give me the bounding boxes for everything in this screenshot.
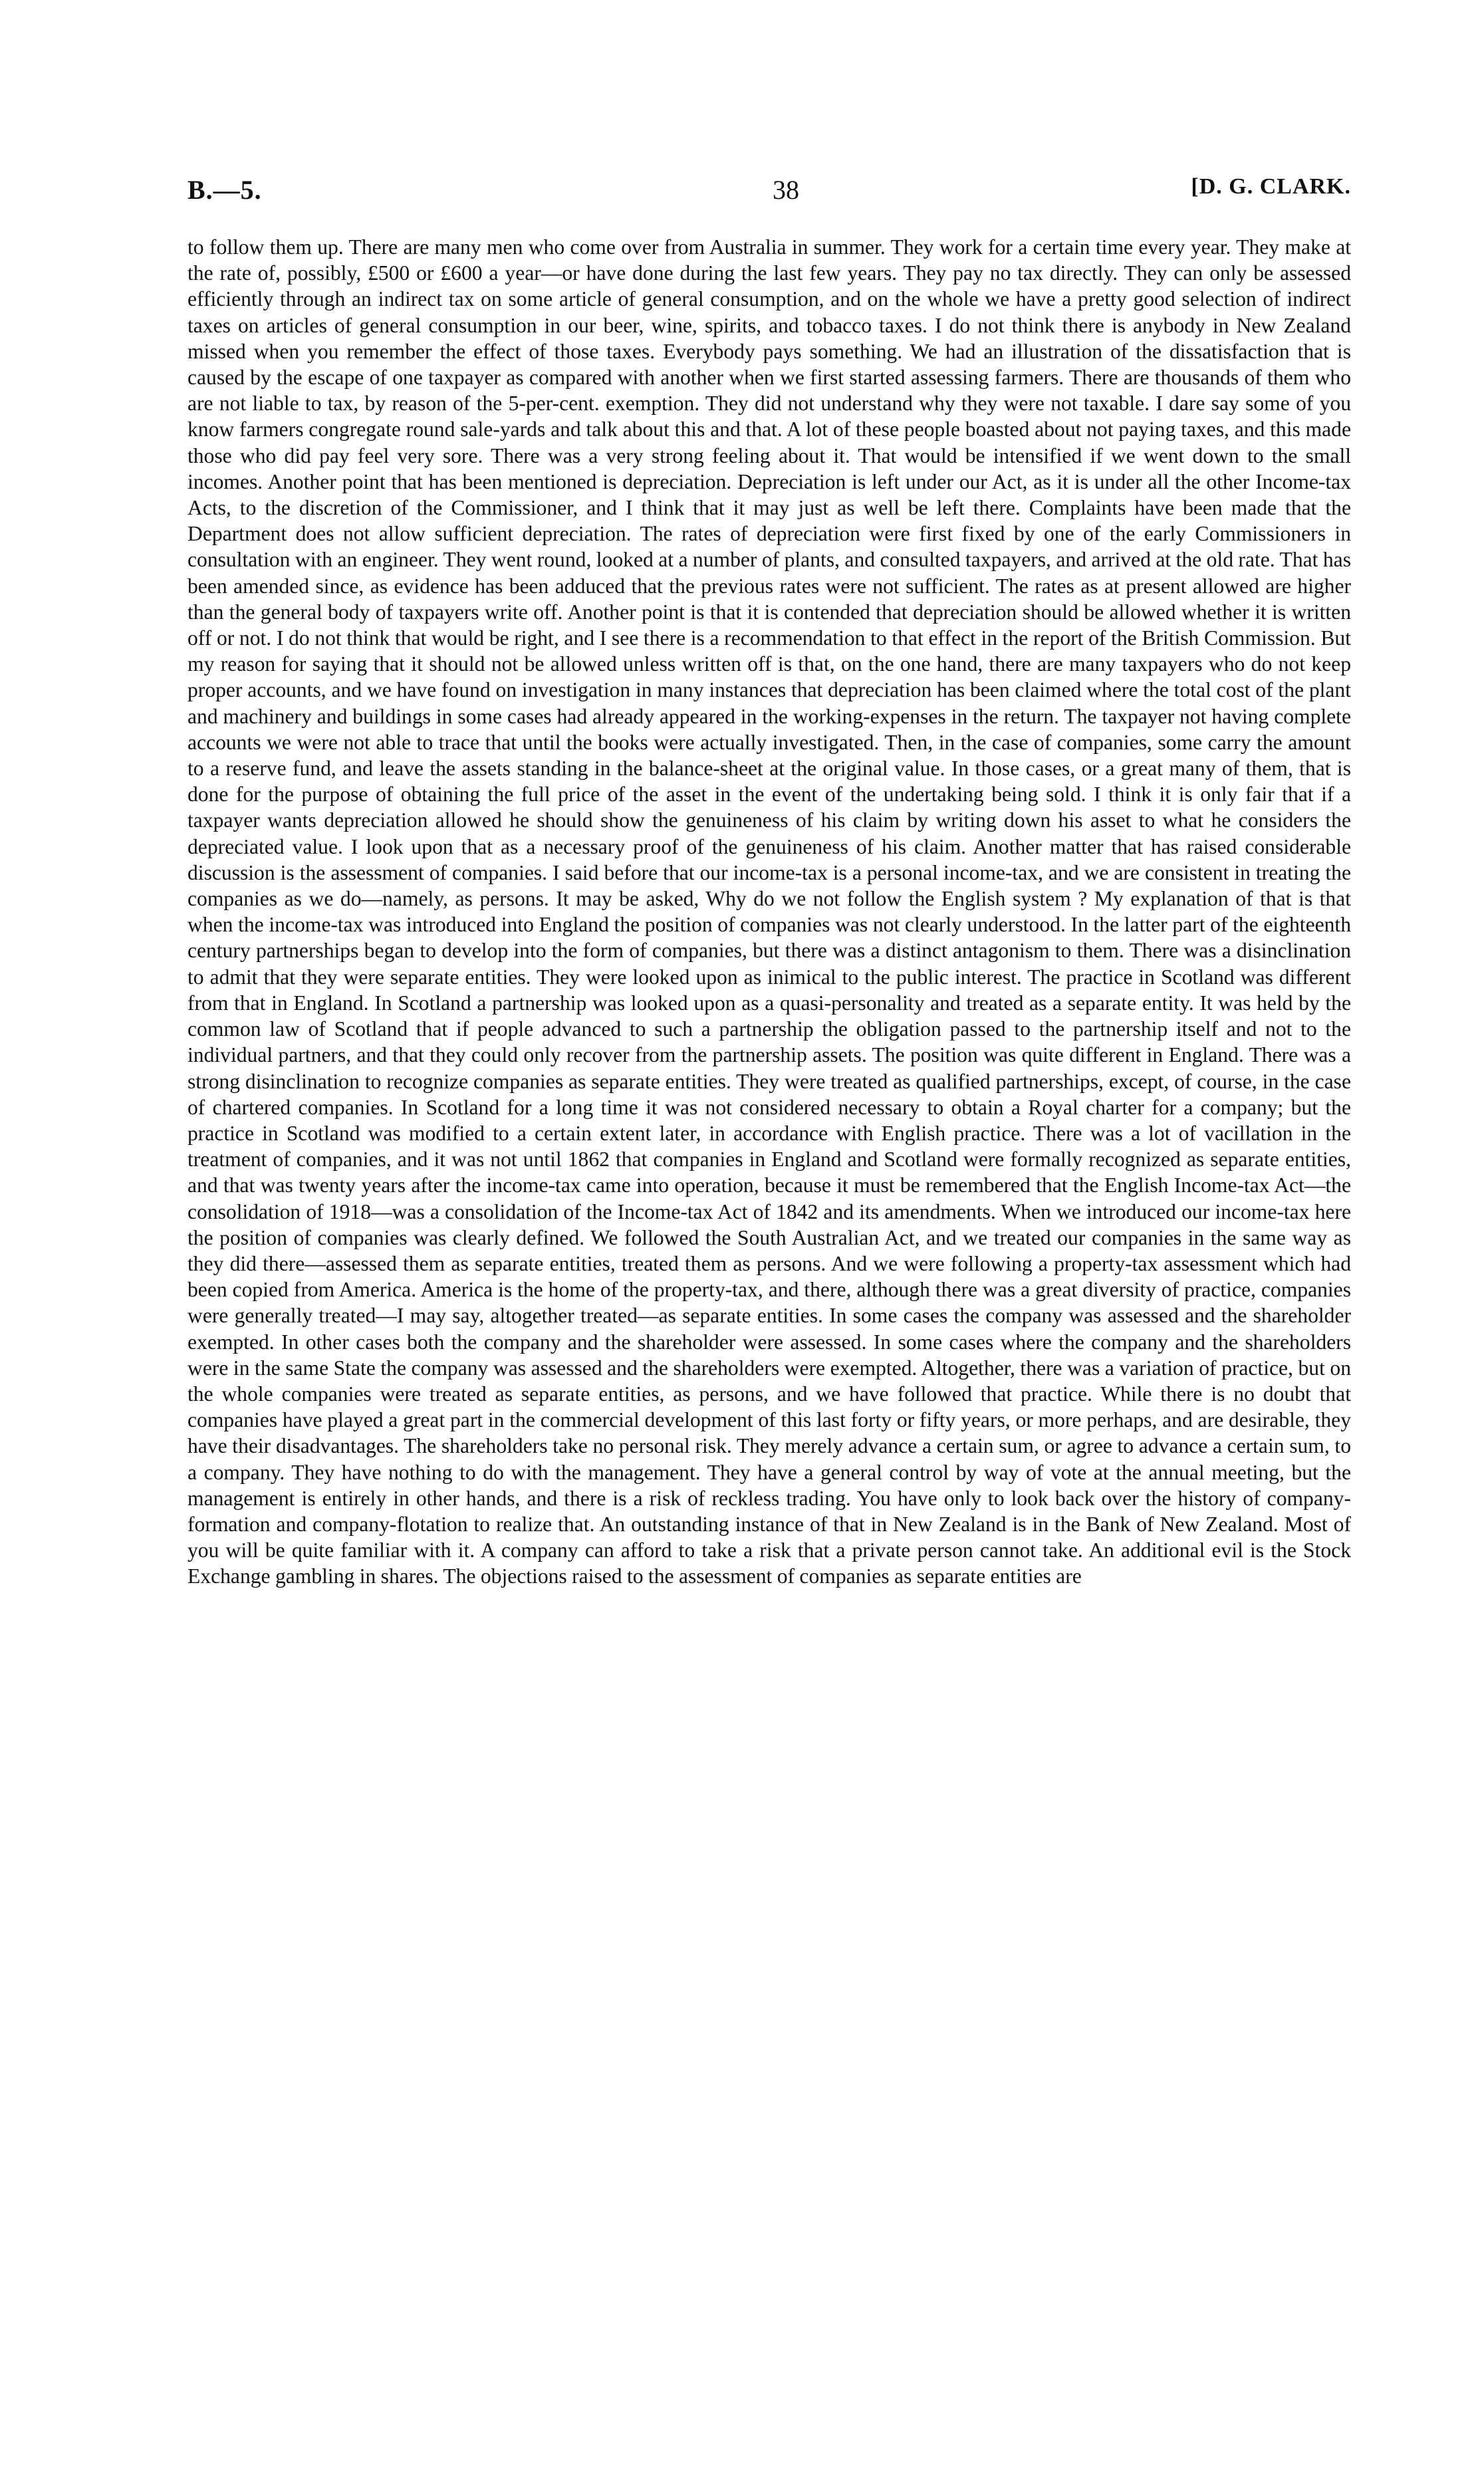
page-header <box>187 174 1351 214</box>
body-paragraph: to follow them up. There are many men who come over from Australia in summer. They work for a certain time every year. They make at the rate of, possibly, £500 or £600 a year—or have done during the last few years. They pay no tax directly. They can only be assessed efficiently through an indirect tax on some article of general consumption, and on the whole we have a pretty good selection of indirect taxes on articles of general consumption in our beer, wine, spirits, and tobacco taxes. I do not think there is anybody in New Zealand missed when you remember the effect of those taxes. Everybody pays something. We had an illustration of the dissatisfaction that is caused by the escape of one taxpayer as compared with another when we first started assessing farmers. There are thousands of them who are not liable to tax, by reason of the 5-per-cent. exemption. They did not understand why they were not taxable. I dare say some of you know farmers congregate round sale-yards and talk about this and that. A lot of these people boasted about not paying taxes, and this made those who did pay feel very sore. There was a very strong feeling about it. That would be intensified if we went down to the small incomes. Another point that has been mentioned is depreciation. Depreciation is left under our Act, as it is under all the other Income-tax Acts, to the discretion of the Commissioner, and I think that it may just as well be left there. Complaints have been made that the Department does not allow sufficient depreciation. The rates of depreciation were first fixed by one of the early Commissioners in consultation with an engineer. They went round, looked at a number of plants, and consulted taxpayers, and arrived at the old rate. That has been amended since, as evidence has been adduced that the previous rates were not sufficient. The rates as at present allowed are higher than the general body of taxpayers write off. Another point is that it is contended that depreciation should be allowed whether it is written off or not. I do not think that would be right, and I see there is a recommendation to that effect in the report of the British Commission. But my reason for saying that it should not be allowed unless written off is that, on the one hand, there are many taxpayers who do not keep proper accounts, and we have found on investigation in many instances that depreciation has been claimed where the total cost of the plant and machinery and buildings in some cases had already appeared in the working-expenses in the return. The taxpayer not having complete accounts we were not able to trace that until the books were actually investigated. Then, in the case of companies, some carry the amount to a reserve fund, and leave the assets standing in the balance-sheet at the original value. In those cases, or a great many of them, that is done for the purpose of obtaining the full price of the asset in the event of the undertaking being sold. I think it is only fair that if a taxpayer wants depreciation allowed he should show the genuineness of his claim by writing down his asset to what he considers the depreciated value. I look upon that as a necessary proof of the genuineness of his claim. Another matter that has raised considerable discussion is the assessment of companies. I said before that our income-tax is a personal income-tax, and we are consistent in treating the companies as we do—namely, as persons. It may be asked, Why do we not follow the English system ? My explanation of that is that when the income-tax was introduced into England the position of companies was not clearly understood. In the latter part of the eighteenth century partnerships began to develop into the form of companies, but there was a distinct antagonism to them. There was a disinclination to admit that they were separate entities. They were looked upon as inimical to the public interest. The practice in Scotland was different from that in England. In Scotland a partnership was looked upon as a quasi-personality and treated as a separate entity. It was held by the common law of Scotland that if people advanced to such a partnership the obligation passed to the partnership itself and not to the individual partners, and that they could only recover from the partnership assets. The position was quite different in England. There was a strong disinclination to recognize companies as separate entities. They were treated as qualified partnerships, except, of course, in the case of chartered companies. In Scotland for a long time it was not considered necessary to obtain a Royal charter for a company; but the practice in Scotland was modified to a certain extent later, in accordance with English practice. There was a lot of vacillation in the treatment of companies, and it was not until 1862 that companies in England and Scotland were formally recognized as separate entities, and that was twenty years after the income-tax came into operation, because it must be remembered that the English Income-tax Act—the consolidation of 1918—was a consolidation of the Income-tax Act of 1842 and its amendments. When we introduced our income-tax here the position of companies was clearly defined. We followed the South Australian Act, and we treated our companies in the same way as they did there—assessed them as separate entities, treated them as persons. And we were following a property-tax assessment which had been copied from America. America is the home of the property-tax, and there, although there was a great diversity of practice, companies were generally treated—I may say, altogether treated—as separate entities. In some cases the company was assessed and the shareholder exempted. In other cases both the company and the shareholder were assessed. In some cases where the company and the shareholders were in the same State the company was assessed and the shareholders were exempted. Altogether, there was a variation of practice, but on the whole companies were treated as separate entities, as persons, and we have followed that practice. While there is no doubt that companies have played a great part in the commercial development of this last forty or fifty years, or more perhaps, and are desirable, they have their disadvantages. The shareholders take no personal risk. They merely advance a certain sum, or agree to advance a certain sum, to a company. They have nothing to do with the management. They have a general control by way of vote at the annual meeting, but the management is entirely in other hands, and there is a risk of reckless trading. You have only to look back over the history of company-formation and company-flotation to realize that. An outstanding instance of that in New Zealand is in the Bank of New Zealand. Most of you will be quite familiar with it. A company can afford to take a risk that a private person cannot take. An additional evil is the Stock Exchange gambling in shares. The objections raised to the assessment of companies as separate entities are <box>187 235 1351 1588</box>
document-reference: B.—5. <box>187 175 262 205</box>
speaker-name: [D. G. CLARK. <box>1191 174 1351 199</box>
page-number: 38 <box>773 175 799 205</box>
